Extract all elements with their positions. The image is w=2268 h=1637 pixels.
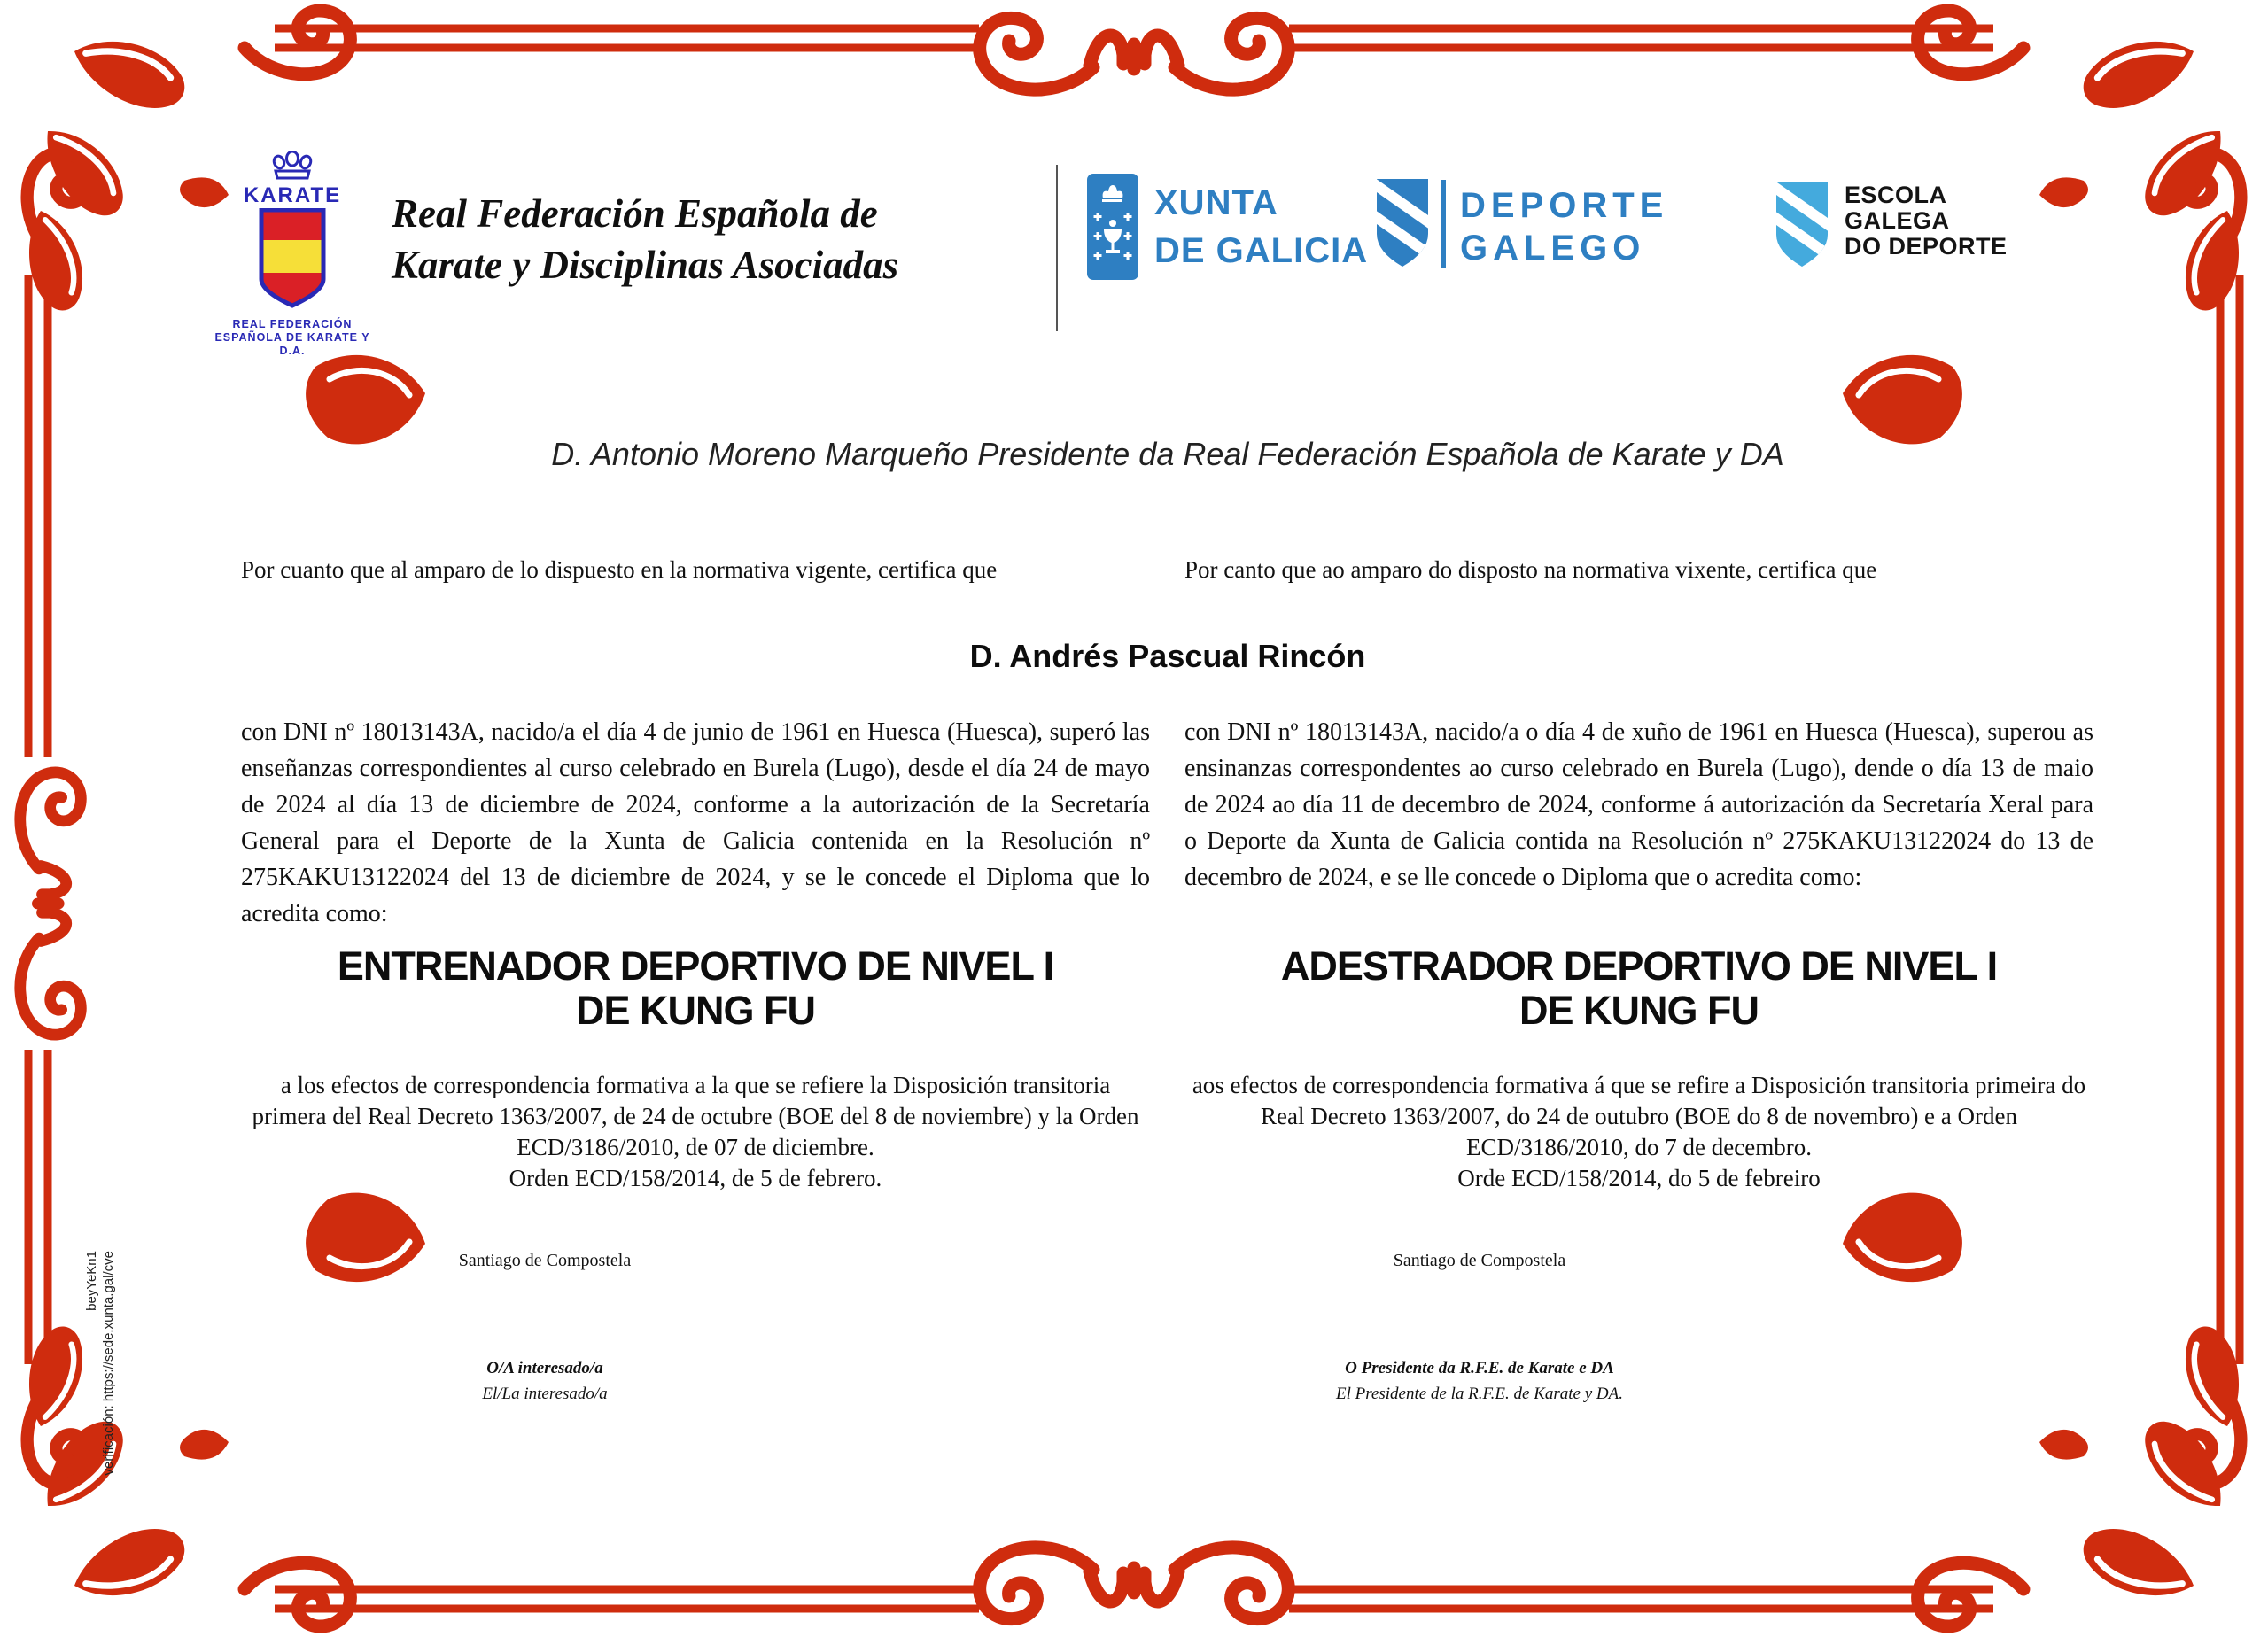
body-gl: con DNI nº 18013143A, nacido/a o día 4 de xuño de 1961 en Huesca (Huesca), superou as ensinanzas correspondentes ao curso celebrado en Burela (Lugo), dende o día 13 de maio de 2024 ao día 11 de decembro de 2024, conforme á autorización da Secretaría Xeral para o Deporte da Xunta de Galicia contida na Resolución nº 275KAKU13122024 do 13 de decembro de 2024, e se lle concede o Diploma que o acredita como: (1184, 718, 2093, 891)
signature-title-es: El/La interesado/a (482, 1385, 608, 1403)
rfek-crown-icon (269, 151, 315, 181)
rfek-logo (202, 151, 383, 358)
place-es: Santiago de Compostela (458, 1251, 632, 1270)
signature-title-gl: O/A interesado/a (486, 1359, 603, 1377)
deporte-galego-wordmark: DEPORTE GALEGO (1460, 186, 1669, 268)
escola-galega-wordmark: ESCOLA GALEGA DO DEPORTE (1845, 182, 2008, 260)
intro-es: Por cuanto que al amparo de lo dispuesto en la normativa vigente, certifica que (241, 556, 998, 583)
diploma-title-gl: ADESTRADOR DEPORTIVO DE NIVEL I DE KUNG FU (1280, 943, 1998, 1033)
certifier-line: D. Antonio Moreno Marqueño Presidente da Real Federación Española de Karate y DA (551, 436, 1784, 472)
effects-gl: aos efectos de correspondencia formativa á que se refire a Disposición transitoria primeira do Real Decreto 1363/2007, do 24 de outubro (BOE do 8 de novembro) e a Orden ECD/3186/2010, do 7 de decembro. Orde ECD/158/2014, do 5 de febreiro (1192, 1072, 2086, 1191)
verification-side-note (83, 1251, 117, 1552)
deporte-galego-divider (1441, 180, 1446, 268)
signature-block-interested (323, 1355, 766, 1407)
signature-block-president (1258, 1355, 1701, 1407)
spanish-flag-shield-icon (258, 208, 327, 308)
header-divider (1056, 165, 1058, 331)
diploma-title-es: ENTRENADOR DEPORTIVO DE NIVEL I DE KUNG FU (337, 943, 1054, 1033)
rfek-brand-label: KARATE (243, 183, 342, 207)
body-es: con DNI nº 18013143A, nacido/a el día 4 de junio de 1961 en Huesca (Huesca), superó las enseñanzas correspondientes al curso celebrado en Burela (Lugo), desde el día 24 de mayo de 2024 al día 13 de diciembre de 2024, conforme a la autorización de la Secretaría General para el Deporte de la Xunta de Galicia contenida en la Resolución nº 275KAKU13122024 del 13 de diciembre de 2024, y se le concede el Diploma que lo acredita como: (241, 718, 1150, 927)
xunta-wordmark: XUNTA DE GALICIA (1154, 183, 1369, 270)
verification-url: verificación: https://sede.xunta.gal/cve (101, 1251, 116, 1476)
place-gl: Santiago de Compostela (1393, 1251, 1566, 1270)
escola-galega-shield-icon (1775, 181, 1829, 268)
president-title-es: El Presidente de la R.F.E. de Karate y DA. (1336, 1385, 1623, 1403)
recipient-name: D. Andrés Pascual Rincón (969, 638, 1366, 674)
intro-gl: Por canto que ao amparo do disposto na normativa vixente, certifica que (1184, 556, 1877, 583)
xunta-emblem-icon (1087, 174, 1138, 280)
deporte-galego-shield-icon (1375, 177, 1430, 268)
rfek-caption: REAL FEDERACIÓN ESPAÑOLA DE KARATE Y D.A. (214, 318, 370, 357)
federation-title: Real Federación Española de Karate y Disciplinas Asociadas (392, 191, 899, 287)
president-title-gl: O Presidente da R.F.E. de Karate e DA (1345, 1359, 1614, 1377)
verification-code: beyYeKn1 (84, 1251, 99, 1311)
effects-es: a los efectos de correspondencia formativa a la que se refiere la Disposición transitoria primera del Real Decreto 1363/2007, de 24 de octubre (BOE del 8 de noviembre) y la Orden ECD/3186/2010, de 07 de diciembre. Orden ECD/158/2014, de 5 de febrero. (252, 1072, 1139, 1191)
